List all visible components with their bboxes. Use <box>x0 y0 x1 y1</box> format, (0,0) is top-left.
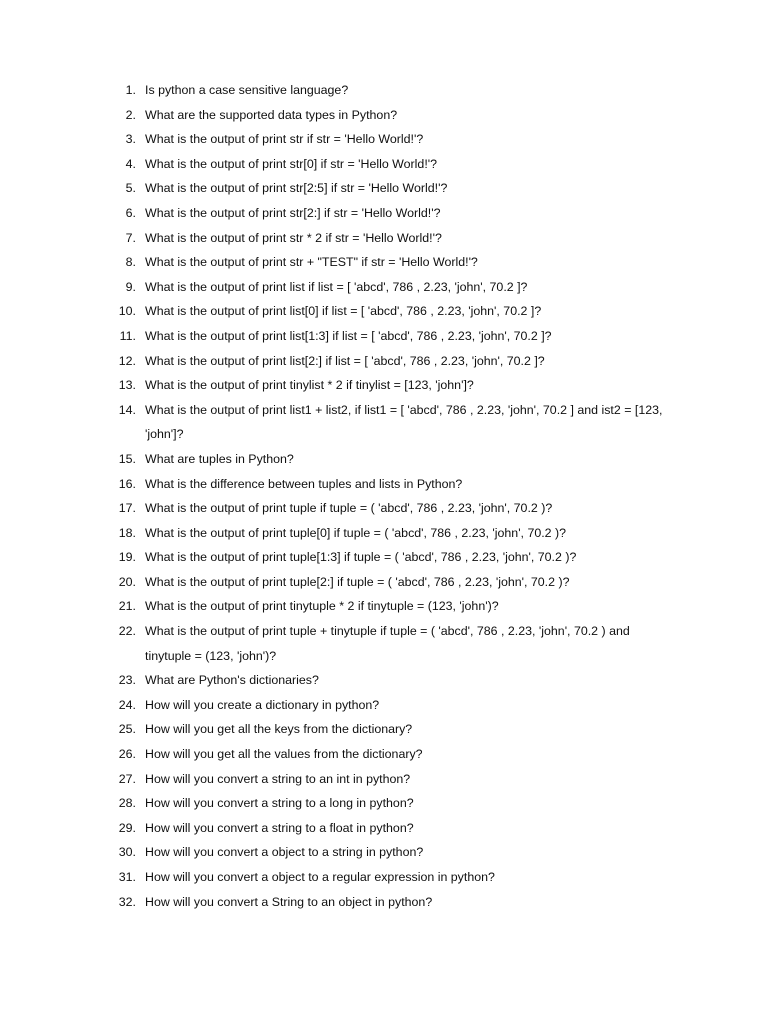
list-item <box>112 816 673 841</box>
list-item <box>112 226 673 251</box>
question-text: What is the output of print tuple[0] if tuple = ( 'abcd', 786 , 2.23, 'john', 70.2 )? <box>145 525 567 540</box>
question-text: What is the output of print str + "TEST" if str = 'Hello World!'? <box>145 255 478 270</box>
question-list <box>112 78 673 914</box>
list-item <box>112 250 673 275</box>
list-item <box>112 275 673 300</box>
question-text: What is the output of print list1 + list2, if list1 = [ 'abcd', 786 , 2.23, 'john', 70.2 ] and ist2 = [123, 'john']? <box>145 402 666 442</box>
list-item <box>112 472 673 497</box>
question-text: Is python a case sensitive language? <box>145 83 349 97</box>
question-text: What is the output of print list if list = [ 'abcd', 786 , 2.23, 'john', 70.2 ]? <box>145 279 528 294</box>
question-text: What is the output of print tuple if tuple = ( 'abcd', 786 , 2.23, 'john', 70.2 )? <box>145 501 553 516</box>
list-item <box>112 349 673 374</box>
question-text: What is the output of print list[2:] if list = [ 'abcd', 786 , 2.23, 'john', 70.2 ]? <box>145 353 545 368</box>
question-text: What is the output of print tuple[1:3] if tuple = ( 'abcd', 786 , 2.23, 'john', 70.2 )? <box>145 550 577 565</box>
list-item <box>112 447 673 472</box>
list-item <box>112 840 673 865</box>
question-text: What are Python's dictionaries? <box>145 673 319 688</box>
list-item <box>112 717 673 742</box>
list-item <box>112 324 673 349</box>
list-item <box>112 103 673 128</box>
list-item <box>112 373 673 398</box>
question-text: How will you convert a string to a float in python? <box>145 820 414 835</box>
question-text: How will you convert a object to a regular expression in python? <box>145 870 495 884</box>
list-item <box>112 865 673 890</box>
question-text: What is the output of print tinytuple * 2 if tinytuple = (123, 'john')? <box>145 599 499 614</box>
question-text: How will you create a dictionary in python? <box>145 697 380 712</box>
list-item <box>112 152 673 177</box>
list-item <box>112 299 673 324</box>
question-text: How will you convert a string to an int in python? <box>145 771 411 786</box>
list-item <box>112 127 673 152</box>
question-text: What are tuples in Python? <box>145 451 294 466</box>
question-text: How will you convert a String to an object in python? <box>145 894 433 909</box>
question-text: What is the output of print tinylist * 2 if tinylist = [123, 'john']? <box>145 378 474 393</box>
list-item <box>112 742 673 767</box>
list-item <box>112 521 673 546</box>
question-text: How will you convert a object to a string in python? <box>145 845 424 860</box>
question-text: What is the output of print tuple[2:] if tuple = ( 'abcd', 786 , 2.23, 'john', 70.2 )? <box>145 574 570 589</box>
list-item <box>112 619 673 668</box>
list-item <box>112 201 673 226</box>
question-text: What is the difference between tuples and lists in Python? <box>145 476 463 491</box>
list-item <box>112 791 673 816</box>
question-text: What is the output of print str[0] if str = 'Hello World!'? <box>145 156 438 171</box>
question-text: What is the output of print str[2:] if str = 'Hello World!'? <box>145 205 441 220</box>
list-item <box>112 767 673 792</box>
question-text: What is the output of print str * 2 if str = 'Hello World!'? <box>145 230 442 245</box>
question-text: What is the output of print list[0] if list = [ 'abcd', 786 , 2.23, 'john', 70.2 ]? <box>145 304 542 319</box>
question-text: How will you get all the keys from the dictionary? <box>145 722 413 737</box>
question-text: How will you convert a string to a long in python? <box>145 796 414 811</box>
question-text: What is the output of print str if str = 'Hello World!'? <box>145 132 424 147</box>
question-text: What is the output of print str[2:5] if str = 'Hello World!'? <box>145 181 448 196</box>
list-item <box>112 78 673 103</box>
list-item <box>112 176 673 201</box>
list-item <box>112 496 673 521</box>
list-item <box>112 570 673 595</box>
list-item <box>112 693 673 718</box>
list-item <box>112 545 673 570</box>
question-text: What is the output of print tuple + tinytuple if tuple = ( 'abcd', 786 , 2.23, 'john', 70.2 ) and tinytuple = (123, 'john')? <box>145 624 634 663</box>
question-text: What are the supported data types in Python? <box>145 107 398 122</box>
list-item <box>112 398 673 447</box>
list-item <box>112 890 673 915</box>
list-item <box>112 594 673 619</box>
question-text: How will you get all the values from the dictionary? <box>145 747 423 762</box>
question-text: What is the output of print list[1:3] if list = [ 'abcd', 786 , 2.23, 'john', 70.2 ]? <box>145 328 552 343</box>
list-item <box>112 668 673 693</box>
